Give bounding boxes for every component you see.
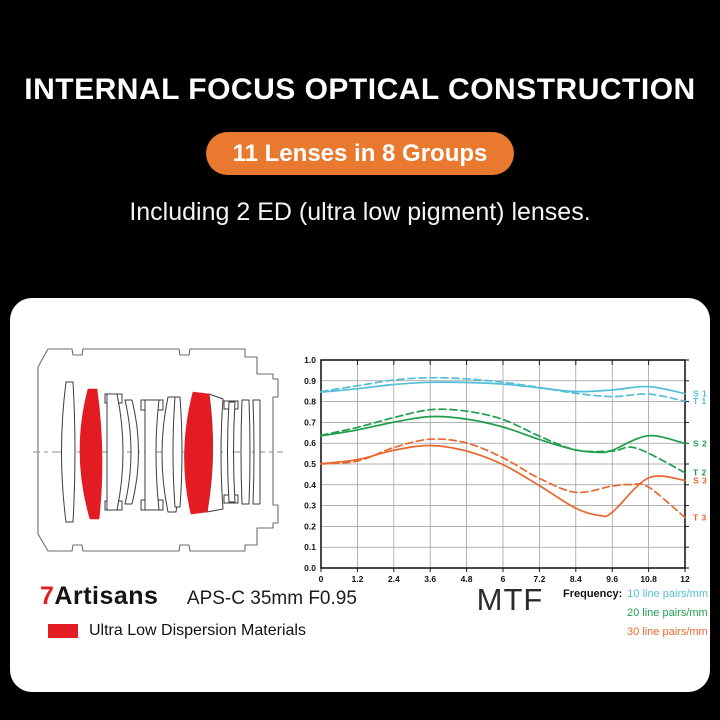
frequency-entry-30: 30 line pairs/mm [627,626,708,638]
lens-element-3 [107,394,123,510]
y-axis-tick-label: 0.5 [304,459,316,469]
x-axis-tick-label: 1.2 [351,574,364,584]
lens-element-5 [145,400,159,510]
frequency-legend-row [563,623,708,642]
info-panel [10,298,710,692]
frequency-label: Frequency: [563,588,623,600]
materials-legend [48,622,306,640]
brand-logo [40,582,158,610]
page-title: INTERNAL FOCUS OPTICAL CONSTRUCTION [24,73,696,106]
header [0,0,720,227]
lens-element-12 [253,400,260,504]
lens-element-8-ed [184,392,212,514]
series-label-T1: T 1 [693,396,707,407]
series-label-T3: T 3 [693,512,707,523]
lens-element-2-ed [80,389,102,519]
y-axis-tick-label: 0.2 [304,521,316,532]
x-axis-tick-label: 2.4 [387,574,400,584]
x-axis-tick-label: 10.8 [640,574,657,584]
y-axis-tick-label: 0.7 [304,417,316,428]
y-axis-tick-label: 0.1 [304,542,316,553]
series-label-S3: S 3 [693,475,708,486]
chart-title: MTF [476,582,544,617]
subtitle: Including 2 ED (ultra low pigment) lenses. [129,197,591,226]
x-axis-tick-label: 0 [318,574,324,584]
series-label-S1: S 1 [693,388,708,399]
y-axis-tick-label: 0.0 [304,563,316,573]
frequency-entry-20: 20 line pairs/mm [627,607,708,619]
brand-row [40,582,357,612]
y-axis-tick-label: 1.0 [304,355,316,365]
x-axis-tick-label: 3.6 [424,574,437,584]
series-label-T2: T 2 [693,467,707,478]
frequency-legend-row [563,585,708,604]
uld-material-swatch-icon [48,624,78,638]
y-axis-tick-label: 0.4 [304,479,316,490]
y-axis-tick-label: 0.6 [304,438,316,449]
mtf-chart [280,336,710,588]
lens-count-badge: 11 Lenses in 8 Groups [206,132,515,175]
x-axis-tick-label: 4.8 [460,574,473,584]
lens-element-10 [228,402,236,502]
x-axis-tick-label: 12 [680,574,690,584]
frequency-entry-10: 10 line pairs/mm [627,588,708,600]
x-axis-tick-label: 6 [500,574,506,584]
product-name: APS-C 35mm F0.95 [186,588,357,609]
brand-logo-rest: Artisans [54,582,159,610]
y-axis-tick-label: 0.3 [304,500,316,511]
series-label-S2: S 2 [693,438,708,449]
x-axis-tick-label: 8.4 [569,574,582,584]
y-axis-tick-label: 0.9 [304,375,316,386]
lens-element-1 [62,382,76,522]
brand-logo-seven: 7 [40,582,55,610]
frequency-legend-row [563,604,708,623]
y-axis-tick-label: 0.8 [304,396,316,407]
materials-label: Ultra Low Dispersion Materials [89,622,306,639]
lens-cross-section-diagram [33,342,285,558]
frequency-legend [563,585,708,642]
lens-element-11 [241,400,250,504]
lens-element-7 [173,397,182,507]
x-axis-tick-label: 7.2 [533,574,546,584]
x-axis-tick-label: 9.6 [606,574,619,584]
